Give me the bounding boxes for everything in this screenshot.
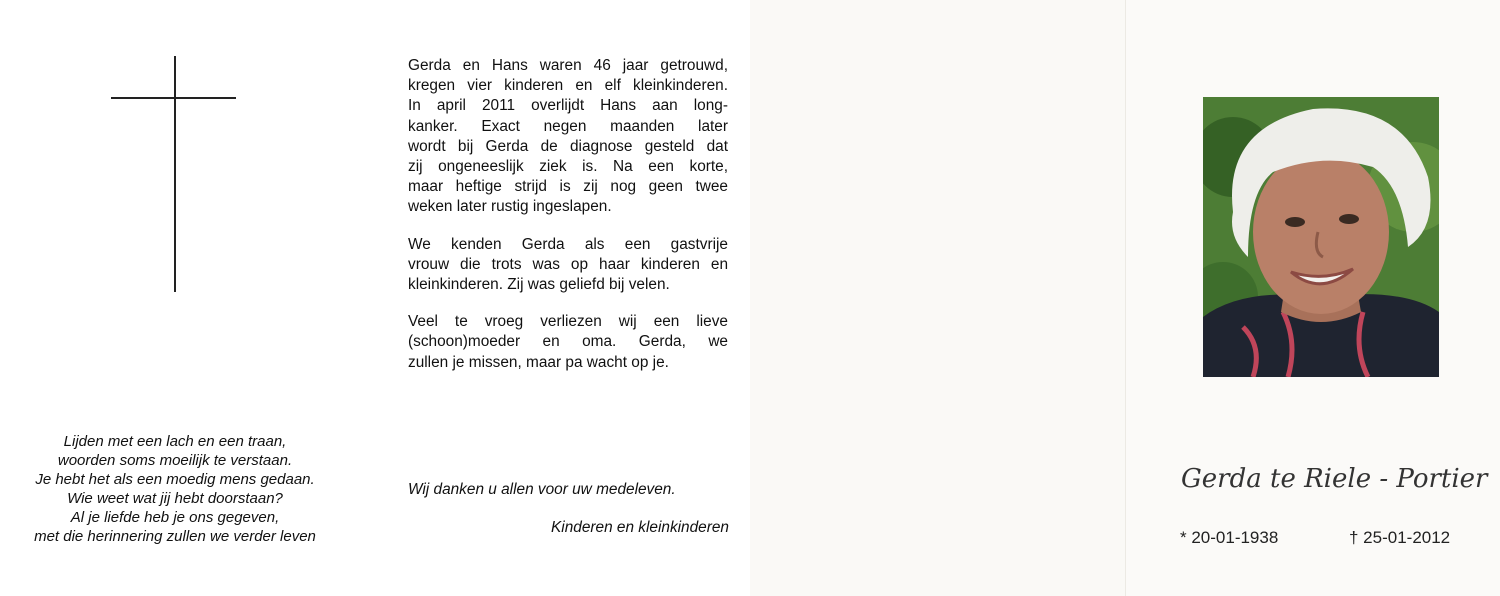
poem-line: woorden soms moeilijk te verstaan. <box>57 452 293 469</box>
poem-line: Wie weet wat jij hebt doorstaan? <box>67 490 283 507</box>
text-line: maar heftige strijd is zij nog geen twee <box>408 178 728 196</box>
poem-line: Al je liefde heb je ons gegeven, <box>70 509 280 526</box>
text-line: zullen je missen, maar pa wacht op je. <box>408 353 669 371</box>
story-paragraph-3 <box>408 312 728 373</box>
thanks-text: Wij danken u allen voor uw medeleven. <box>408 481 676 498</box>
text-line: (schoon)moeder en oma. Gerda, we <box>408 333 728 351</box>
text-line: zij ongeneeslijk ziek is. Na een korte, <box>408 158 728 176</box>
text-line: kleinkinderen. Zij was geliefd bij velen. <box>408 276 670 294</box>
poem <box>10 432 340 546</box>
story-paragraph-2 <box>408 235 728 296</box>
text-line: Gerda en Hans waren 46 jaar getrouwd, <box>408 57 728 74</box>
text-line: In april 2011 overlijdt Hans aan long- <box>408 97 728 115</box>
left-panel <box>0 0 375 596</box>
blank-panel <box>750 0 1125 596</box>
signature: Kinderen en kleinkinderen <box>551 519 729 536</box>
story-text <box>408 56 728 390</box>
text-line: weken later rustig ingeslapen. <box>408 198 612 216</box>
deceased-name: Gerda te Riele - Portier <box>1181 464 1488 494</box>
text-line: kregen vier kinderen en elf kleinkinderen. <box>408 77 728 95</box>
poem-line: met die herinnering zullen we verder leven <box>34 528 316 545</box>
text-line: We kenden Gerda als een gastvrije <box>408 235 728 253</box>
portrait-photo-icon <box>1203 97 1439 377</box>
text-line: wordt bij Gerda de diagnose gesteld dat <box>408 137 728 155</box>
birth-date: * 20-01-1938 <box>1180 528 1279 547</box>
text-line: vrouw die trots was op haar kinderen en <box>408 255 728 273</box>
front-panel <box>1125 0 1500 596</box>
poem-line: Lijden met een lach en een traan, <box>63 433 287 450</box>
story-paragraph-1 <box>408 56 728 218</box>
cross-icon-bar <box>111 97 236 99</box>
portrait-photo <box>1203 97 1439 377</box>
story-panel <box>375 0 750 596</box>
cross-icon <box>174 56 176 292</box>
text-line: Veel te vroeg verliezen wij een lieve <box>408 313 728 331</box>
poem-line: Je hebt het als een moedig mens gedaan. <box>35 471 315 488</box>
death-date: † 25-01-2012 <box>1349 528 1451 547</box>
text-line: kanker. Exact negen maanden later <box>408 117 728 135</box>
